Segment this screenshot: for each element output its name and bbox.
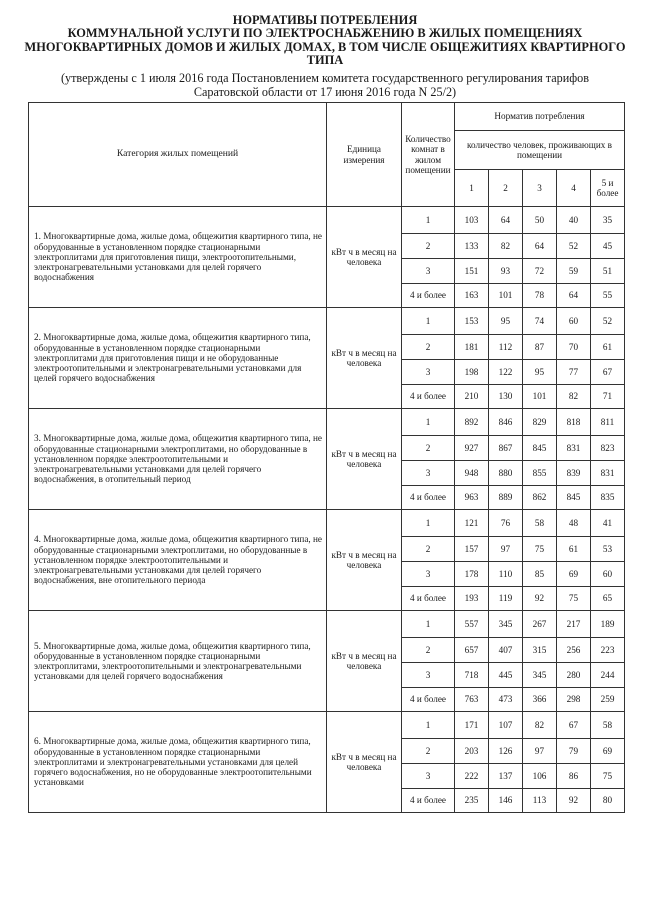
norm-value-cell: 867 xyxy=(489,436,523,461)
rooms-cell: 3 xyxy=(402,360,455,385)
norm-value-cell: 78 xyxy=(523,284,557,308)
norm-value-cell: 80 xyxy=(591,789,625,813)
norm-value-cell: 948 xyxy=(455,461,489,486)
unit-cell: кВт ч в месяц на человека xyxy=(327,712,402,813)
norm-value-cell: 831 xyxy=(557,436,591,461)
norm-value-cell: 126 xyxy=(489,739,523,764)
rooms-cell: 2 xyxy=(402,638,455,663)
norm-value-cell: 203 xyxy=(455,739,489,764)
norm-value-cell: 210 xyxy=(455,385,489,409)
norm-value-cell: 60 xyxy=(591,562,625,587)
title-line: ТИПА xyxy=(306,53,344,68)
norm-value-cell: 53 xyxy=(591,537,625,562)
norm-value-cell: 831 xyxy=(591,461,625,486)
norm-value-cell: 40 xyxy=(557,207,591,234)
norm-value-cell: 178 xyxy=(455,562,489,587)
table-row xyxy=(29,510,625,537)
norm-value-cell: 137 xyxy=(489,764,523,789)
norm-value-cell: 101 xyxy=(523,385,557,409)
rooms-cell: 1 xyxy=(402,712,455,739)
norm-value-cell: 71 xyxy=(591,385,625,409)
norm-value-cell: 181 xyxy=(455,335,489,360)
norm-value-cell: 48 xyxy=(557,510,591,537)
subtitle-line: Саратовской области от 17 июня 2016 года N 25/2) xyxy=(193,85,457,99)
norm-value-cell: 110 xyxy=(489,562,523,587)
rooms-cell: 1 xyxy=(402,611,455,638)
norms-table-body xyxy=(29,103,625,813)
norm-value-cell: 763 xyxy=(455,688,489,712)
norm-value-cell: 862 xyxy=(523,486,557,510)
header-rooms: Количество комнат в жилом помещении xyxy=(402,103,455,207)
norm-value-cell: 50 xyxy=(523,207,557,234)
table-row xyxy=(29,611,625,638)
header-person-count: 3 xyxy=(523,170,557,207)
norm-value-cell: 657 xyxy=(455,638,489,663)
header-person-count: 2 xyxy=(489,170,523,207)
norm-value-cell: 298 xyxy=(557,688,591,712)
rooms-cell: 2 xyxy=(402,739,455,764)
norm-value-cell: 75 xyxy=(557,587,591,611)
norm-value-cell: 58 xyxy=(523,510,557,537)
norm-value-cell: 845 xyxy=(523,436,557,461)
norm-value-cell: 146 xyxy=(489,789,523,813)
norm-value-cell: 85 xyxy=(523,562,557,587)
table-row xyxy=(29,712,625,739)
header-persons: количество человек, проживающих в помещении xyxy=(455,131,625,170)
norm-value-cell: 51 xyxy=(591,259,625,284)
norm-value-cell: 113 xyxy=(523,789,557,813)
rooms-cell: 4 и более xyxy=(402,688,455,712)
norm-value-cell: 101 xyxy=(489,284,523,308)
norm-value-cell: 223 xyxy=(591,638,625,663)
rooms-cell: 4 и более xyxy=(402,486,455,510)
norm-value-cell: 103 xyxy=(455,207,489,234)
unit-cell: кВт ч в месяц на человека xyxy=(327,409,402,510)
norm-value-cell: 846 xyxy=(489,409,523,436)
norm-value-cell: 256 xyxy=(557,638,591,663)
norm-value-cell: 557 xyxy=(455,611,489,638)
norm-value-cell: 315 xyxy=(523,638,557,663)
rooms-cell: 3 xyxy=(402,562,455,587)
norm-value-cell: 235 xyxy=(455,789,489,813)
document-subtitle xyxy=(20,71,630,99)
norm-value-cell: 193 xyxy=(455,587,489,611)
rooms-cell: 2 xyxy=(402,537,455,562)
category-cell: 6. Многоквартирные дома, жилые дома, общежития квартирного типа, оборудованные в установленном порядке стационарными электроплитами и электронагревательными установками для целей горячего водоснабжения, но не оборудованные электроотопительными установками xyxy=(29,712,327,813)
norm-value-cell: 52 xyxy=(591,308,625,335)
norm-value-cell: 64 xyxy=(489,207,523,234)
norm-value-cell: 92 xyxy=(523,587,557,611)
norm-value-cell: 880 xyxy=(489,461,523,486)
norm-value-cell: 163 xyxy=(455,284,489,308)
unit-cell: кВт ч в месяц на человека xyxy=(327,510,402,611)
norm-value-cell: 171 xyxy=(455,712,489,739)
norm-value-cell: 55 xyxy=(591,284,625,308)
norm-value-cell: 407 xyxy=(489,638,523,663)
header-norm: Норматив потребления xyxy=(455,103,625,131)
rooms-cell: 1 xyxy=(402,308,455,335)
category-cell: 2. Многоквартирные дома, жилые дома, общежития квартирного типа, оборудованные в установленном порядке стационарными электроплитами для приготовления пищи и не оборудованные электроотопительными и электронагревательными установками для целей горячего водоснабжения xyxy=(29,308,327,409)
norm-value-cell: 280 xyxy=(557,663,591,688)
norm-value-cell: 718 xyxy=(455,663,489,688)
norm-value-cell: 845 xyxy=(557,486,591,510)
header-person-count: 1 xyxy=(455,170,489,207)
rooms-cell: 4 и более xyxy=(402,385,455,409)
norm-value-cell: 122 xyxy=(489,360,523,385)
norm-value-cell: 829 xyxy=(523,409,557,436)
norm-value-cell: 153 xyxy=(455,308,489,335)
norm-value-cell: 82 xyxy=(489,234,523,259)
norm-value-cell: 107 xyxy=(489,712,523,739)
table-row xyxy=(29,409,625,436)
norm-value-cell: 855 xyxy=(523,461,557,486)
norm-value-cell: 69 xyxy=(557,562,591,587)
norm-value-cell: 818 xyxy=(557,409,591,436)
rooms-cell: 3 xyxy=(402,461,455,486)
title-line: КОММУНАЛЬНОЙ УСЛУГИ ПО ЭЛЕКТРОСНАБЖЕНИЮ В ЖИЛЫХ ПОМЕЩЕНИЯХ xyxy=(67,26,583,41)
header-unit: Единица измерения xyxy=(327,103,402,207)
category-cell: 5. Многоквартирные дома, жилые дома, общежития квартирного типа, оборудованные в установленном порядке стационарными электроплитами, электроотопительными и электронагревательными установками для целей горячего водоснабжения xyxy=(29,611,327,712)
norm-value-cell: 445 xyxy=(489,663,523,688)
norm-value-cell: 267 xyxy=(523,611,557,638)
title-line: НОРМАТИВЫ ПОТРЕБЛЕНИЯ xyxy=(232,13,418,27)
norm-value-cell: 963 xyxy=(455,486,489,510)
rooms-cell: 2 xyxy=(402,234,455,259)
norm-value-cell: 130 xyxy=(489,385,523,409)
norm-value-cell: 839 xyxy=(557,461,591,486)
norm-value-cell: 67 xyxy=(557,712,591,739)
norm-value-cell: 69 xyxy=(591,739,625,764)
norm-value-cell: 86 xyxy=(557,764,591,789)
norm-value-cell: 244 xyxy=(591,663,625,688)
norm-value-cell: 58 xyxy=(591,712,625,739)
norm-value-cell: 76 xyxy=(489,510,523,537)
rooms-cell: 2 xyxy=(402,335,455,360)
norm-value-cell: 79 xyxy=(557,739,591,764)
norm-value-cell: 95 xyxy=(523,360,557,385)
norm-value-cell: 60 xyxy=(557,308,591,335)
norm-value-cell: 121 xyxy=(455,510,489,537)
unit-cell: кВт ч в месяц на человека xyxy=(327,308,402,409)
table-row xyxy=(29,207,625,234)
norm-value-cell: 198 xyxy=(455,360,489,385)
norm-value-cell: 70 xyxy=(557,335,591,360)
norm-value-cell: 41 xyxy=(591,510,625,537)
rooms-cell: 2 xyxy=(402,436,455,461)
norm-value-cell: 112 xyxy=(489,335,523,360)
rooms-cell: 3 xyxy=(402,764,455,789)
norm-value-cell: 61 xyxy=(591,335,625,360)
norm-value-cell: 93 xyxy=(489,259,523,284)
norm-value-cell: 75 xyxy=(591,764,625,789)
norm-value-cell: 67 xyxy=(591,360,625,385)
norm-value-cell: 59 xyxy=(557,259,591,284)
norm-value-cell: 82 xyxy=(523,712,557,739)
norm-value-cell: 835 xyxy=(591,486,625,510)
rooms-cell: 3 xyxy=(402,663,455,688)
norm-value-cell: 97 xyxy=(523,739,557,764)
rooms-cell: 4 и более xyxy=(402,284,455,308)
norm-value-cell: 72 xyxy=(523,259,557,284)
rooms-cell: 3 xyxy=(402,259,455,284)
norms-table xyxy=(28,102,625,813)
norm-value-cell: 222 xyxy=(455,764,489,789)
norm-value-cell: 82 xyxy=(557,385,591,409)
norm-value-cell: 892 xyxy=(455,409,489,436)
category-cell: 3. Многоквартирные дома, жилые дома, общежития квартирного типа, не оборудованные стационарными электроплитами, но оборудованные в установленном порядке электроотопительными и электронагревательными установками для целей горячего водоснабжения, в отопительный период xyxy=(29,409,327,510)
rooms-cell: 4 и более xyxy=(402,789,455,813)
unit-cell: кВт ч в месяц на человека xyxy=(327,207,402,308)
norm-value-cell: 345 xyxy=(489,611,523,638)
norm-value-cell: 217 xyxy=(557,611,591,638)
subtitle-line: (утверждены с 1 июля 2016 года Постановлением комитета государственного регулирования тарифов xyxy=(60,71,590,85)
norm-value-cell: 65 xyxy=(591,587,625,611)
rooms-cell: 1 xyxy=(402,409,455,436)
rooms-cell: 1 xyxy=(402,510,455,537)
norm-value-cell: 74 xyxy=(523,308,557,335)
header-row-norm xyxy=(29,103,625,131)
category-cell: 4. Многоквартирные дома, жилые дома, общежития квартирного типа, не оборудованные стационарными электроплитами, но оборудованные в установленном порядке электроотопительными и электронагревательными установками для целей горячего водоснабжения, вне отопительного периода xyxy=(29,510,327,611)
norm-value-cell: 157 xyxy=(455,537,489,562)
rooms-cell: 1 xyxy=(402,207,455,234)
header-category: Категория жилых помещений xyxy=(29,103,327,207)
header-person-count: 4 xyxy=(557,170,591,207)
category-cell: 1. Многоквартирные дома, жилые дома, общежития квартирного типа, не оборудованные в установленном порядке стационарными электроплитами для приготовления пищи, электроотопительными, электронагревательными установками для целей горячего водоснабжения xyxy=(29,207,327,308)
norm-value-cell: 927 xyxy=(455,436,489,461)
norm-value-cell: 151 xyxy=(455,259,489,284)
norm-value-cell: 119 xyxy=(489,587,523,611)
norm-value-cell: 77 xyxy=(557,360,591,385)
document-title xyxy=(20,14,630,68)
norm-value-cell: 61 xyxy=(557,537,591,562)
norm-value-cell: 75 xyxy=(523,537,557,562)
norm-value-cell: 345 xyxy=(523,663,557,688)
norm-value-cell: 64 xyxy=(557,284,591,308)
norm-value-cell: 87 xyxy=(523,335,557,360)
norm-value-cell: 95 xyxy=(489,308,523,335)
title-line: МНОГОКВАРТИРНЫХ ДОМОВ И ЖИЛЫХ ДОМАХ, В ТОМ ЧИСЛЕ ОБЩЕЖИТИЯХ КВАРТИРНОГО xyxy=(24,39,626,54)
norm-value-cell: 366 xyxy=(523,688,557,712)
norm-value-cell: 189 xyxy=(591,611,625,638)
norm-value-cell: 35 xyxy=(591,207,625,234)
norm-value-cell: 45 xyxy=(591,234,625,259)
norm-value-cell: 473 xyxy=(489,688,523,712)
norm-value-cell: 889 xyxy=(489,486,523,510)
norm-value-cell: 97 xyxy=(489,537,523,562)
header-person-count: 5 и более xyxy=(591,170,625,207)
norm-value-cell: 133 xyxy=(455,234,489,259)
unit-cell: кВт ч в месяц на человека xyxy=(327,611,402,712)
norm-value-cell: 106 xyxy=(523,764,557,789)
norm-value-cell: 92 xyxy=(557,789,591,813)
norm-value-cell: 52 xyxy=(557,234,591,259)
norm-value-cell: 811 xyxy=(591,409,625,436)
norm-value-cell: 64 xyxy=(523,234,557,259)
table-row xyxy=(29,308,625,335)
norm-value-cell: 259 xyxy=(591,688,625,712)
rooms-cell: 4 и более xyxy=(402,587,455,611)
norm-value-cell: 823 xyxy=(591,436,625,461)
